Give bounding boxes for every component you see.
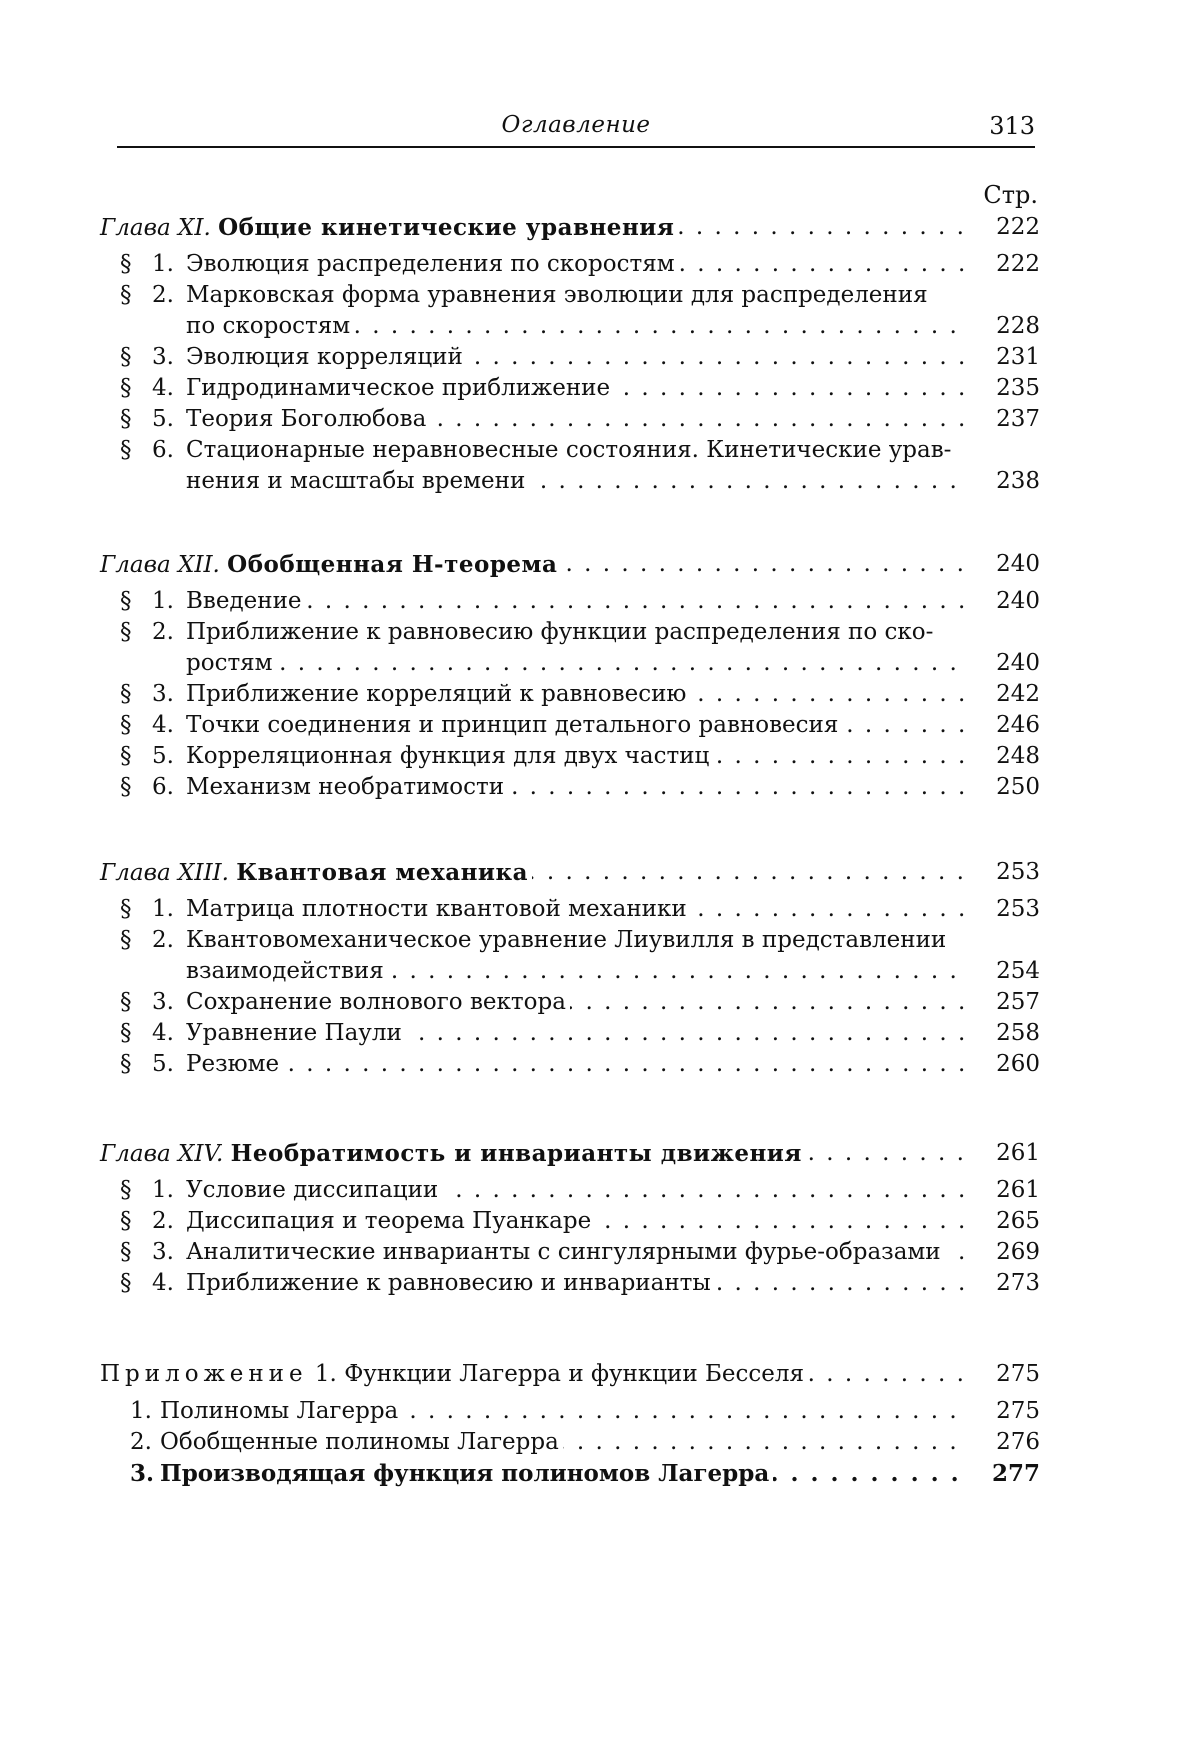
chapter-page: 240: [970, 549, 1040, 580]
section-page: 231: [970, 342, 1040, 373]
section-row: [100, 1237, 1040, 1268]
chapter-heading: [100, 212, 1040, 243]
section-title-line: Приближение к равновесию функции распределения по ско-: [186, 619, 934, 645]
section-mark: §: [120, 743, 132, 769]
section-number: 2.: [152, 282, 174, 308]
section-page: 222: [970, 249, 1040, 280]
section-text: [120, 1208, 595, 1234]
section-title-line: Гидродинамическое приближение: [186, 375, 611, 401]
chapter-page: 222: [970, 212, 1040, 243]
section-page: 254: [970, 956, 1040, 987]
chapter-block: [100, 857, 1040, 1080]
section-title-line: Уравнение Паули: [186, 1020, 402, 1046]
appendix-item: [100, 1427, 1040, 1458]
section-row: [100, 1175, 1040, 1206]
section-number: 5.: [152, 406, 174, 432]
section-title-line: по скоростям: [186, 313, 351, 339]
section-number: 3.: [152, 1239, 174, 1265]
section-text: [186, 958, 388, 984]
appendix-item-number: 1.: [130, 1398, 152, 1424]
section-row: [100, 586, 1040, 617]
appendix-heading: [100, 1359, 1040, 1390]
section-page: 250: [970, 772, 1040, 803]
section-mark: §: [120, 896, 132, 922]
section-text: [120, 1051, 283, 1077]
section-number: 6.: [152, 437, 174, 463]
section-text: [120, 743, 713, 769]
section-row: [100, 1018, 1040, 1049]
appendix-item-page: 277: [970, 1458, 1040, 1489]
section-row: [100, 373, 1040, 404]
section-page: 260: [970, 1049, 1040, 1080]
chapter-heading-text: [100, 860, 532, 886]
section-row: [100, 987, 1040, 1018]
section-mark: §: [120, 712, 132, 738]
section-row: [100, 404, 1040, 435]
chapter-heading-text: [100, 552, 561, 578]
section-row: [100, 280, 1040, 311]
appendix-number: 1.: [314, 1361, 337, 1387]
section-mark: §: [120, 927, 132, 953]
section-text: [120, 896, 691, 922]
section-title-line: Марковская форма уравнения эволюции для распределения: [186, 282, 928, 308]
section-title-line: ростям: [186, 650, 273, 676]
section-mark: §: [120, 588, 132, 614]
section-text: [120, 406, 430, 432]
section-row: [100, 956, 1040, 987]
section-row: [100, 617, 1040, 648]
chapter-block: [100, 212, 1040, 497]
section-page: 242: [970, 679, 1040, 710]
section-text: [120, 437, 955, 463]
section-page: 257: [970, 987, 1040, 1018]
section-row: [100, 311, 1040, 342]
section-page: 258: [970, 1018, 1040, 1049]
section-title-line: Матрица плотности квантовой механики: [186, 896, 687, 922]
section-mark: §: [120, 375, 132, 401]
section-mark: §: [120, 251, 132, 277]
section-number: 1.: [152, 1177, 174, 1203]
section-text: [120, 989, 570, 1015]
chapter-gap: [100, 1080, 1040, 1138]
section-mark: §: [120, 1239, 132, 1265]
chapter-heading-text: [100, 1141, 806, 1167]
section-mark: §: [120, 989, 132, 1015]
section-page: 235: [970, 373, 1040, 404]
section-mark: §: [120, 619, 132, 645]
appendix-item-number: 3.: [130, 1460, 155, 1487]
section-text: [120, 1270, 715, 1296]
section-page: 238: [970, 466, 1040, 497]
section-row: [100, 772, 1040, 803]
section-title-line: взаимодействия: [186, 958, 384, 984]
section-page: 261: [970, 1175, 1040, 1206]
chapter-block: [100, 1138, 1040, 1299]
section-text: [186, 313, 354, 339]
section-title-line: Сохранение волнового вектора: [186, 989, 566, 1015]
appendix-label: Приложение: [100, 1361, 308, 1387]
chapter-gap: [100, 497, 1040, 549]
section-row: [100, 894, 1040, 925]
section-mark: §: [120, 1020, 132, 1046]
section-text: [120, 588, 306, 614]
section-title-line: Эволюция корреляций: [186, 344, 463, 370]
chapter-block: [100, 549, 1040, 803]
section-number: 3.: [152, 344, 174, 370]
chapter-title: Общие кинетические уравнения: [218, 214, 675, 241]
section-number: 5.: [152, 743, 174, 769]
chapter-heading-text: [100, 215, 678, 241]
appendix-item: [100, 1396, 1040, 1427]
appendix-item-text: [130, 1429, 563, 1455]
section-row: [100, 1206, 1040, 1237]
section-number: 2.: [152, 927, 174, 953]
section-title-line: Аналитические инварианты с сингулярными фурье-образами: [186, 1239, 941, 1265]
appendix-item-title: Производящая функция полиномов Лагерра: [160, 1460, 770, 1487]
section-title-line: Резюме: [186, 1051, 280, 1077]
appendix-item-title: Полиномы Лагерра: [160, 1398, 399, 1424]
section-row: [100, 466, 1040, 497]
section-mark: §: [120, 681, 132, 707]
section-page: 228: [970, 311, 1040, 342]
running-title: Оглавление: [501, 112, 651, 138]
section-title-line: Корреляционная функция для двух частиц: [186, 743, 710, 769]
section-page: 273: [970, 1268, 1040, 1299]
section-number: 3.: [152, 989, 174, 1015]
chapter-label: Глава XIV.: [100, 1141, 224, 1167]
section-number: 4.: [152, 375, 174, 401]
chapter-heading: [100, 1138, 1040, 1169]
section-row: [100, 741, 1040, 772]
section-title-line: Механизм необратимости: [186, 774, 505, 800]
chapter-label: Глава XI.: [100, 215, 211, 241]
section-text: [120, 251, 679, 277]
section-page: 248: [970, 741, 1040, 772]
chapter-title: Квантовая механика: [236, 859, 528, 886]
section-number: 3.: [152, 681, 174, 707]
section-mark: §: [120, 437, 132, 463]
section-text: [120, 375, 614, 401]
section-page: 269: [970, 1237, 1040, 1268]
section-text: [120, 344, 467, 370]
section-number: 4.: [152, 1020, 174, 1046]
appendix-item: [100, 1458, 1040, 1489]
section-number: 1.: [152, 896, 174, 922]
section-mark: §: [120, 1208, 132, 1234]
chapter-page: 261: [970, 1138, 1040, 1169]
section-title-line: Условие диссипации: [186, 1177, 439, 1203]
section-row: [100, 679, 1040, 710]
section-mark: §: [120, 774, 132, 800]
section-text: [186, 468, 529, 494]
section-text: [120, 681, 690, 707]
section-text: [120, 1020, 406, 1046]
section-text: [120, 282, 932, 308]
section-number: 5.: [152, 1051, 174, 1077]
section-row: [100, 342, 1040, 373]
section-row: [100, 1268, 1040, 1299]
section-title-line: Стационарные неравновесные состояния. Кинетические урав-: [186, 437, 952, 463]
section-page: 237: [970, 404, 1040, 435]
appendix-item-text: [130, 1460, 773, 1487]
section-mark: §: [120, 344, 132, 370]
section-mark: §: [120, 282, 132, 308]
dot-leader: [186, 648, 964, 679]
section-page: 240: [970, 586, 1040, 617]
chapter-heading: [100, 549, 1040, 580]
section-row: [100, 435, 1040, 466]
section-row: [100, 1049, 1040, 1080]
page-number: 313: [989, 112, 1035, 140]
section-page: 246: [970, 710, 1040, 741]
section-mark: §: [120, 1177, 132, 1203]
chapter-label: Глава XIII.: [100, 860, 229, 886]
section-text: [120, 619, 937, 645]
section-mark: §: [120, 406, 132, 432]
page-column-label: Стр.: [983, 181, 1038, 209]
chapter-gap: [100, 803, 1040, 857]
section-text: [120, 1239, 945, 1265]
running-header: [117, 104, 1035, 148]
appendix-heading-text: [100, 1361, 808, 1387]
section-text: [186, 650, 277, 676]
chapter-heading: [100, 857, 1040, 888]
section-number: 2.: [152, 619, 174, 645]
chapter-page: 253: [970, 857, 1040, 888]
appendix-page: 275: [970, 1359, 1040, 1390]
section-number: 4.: [152, 1270, 174, 1296]
chapter-title: Обобщенная H-теорема: [227, 551, 558, 578]
section-row: [100, 648, 1040, 679]
section-number: 4.: [152, 712, 174, 738]
appendix-title: Функции Лагерра и функции Бесселя: [344, 1361, 804, 1387]
section-title-line: Введение: [186, 588, 302, 614]
chapter-gap: [100, 1299, 1040, 1359]
section-text: [120, 927, 950, 953]
table-of-contents: [100, 178, 1040, 1489]
section-title-line: Точки соединения и принцип детального равновесия: [186, 712, 839, 738]
section-number: 6.: [152, 774, 174, 800]
section-title-line: Диссипация и теорема Пуанкаре: [186, 1208, 592, 1234]
section-title-line: Квантовомеханическое уравнение Лиувилля в представлении: [186, 927, 947, 953]
section-title-line: Приближение корреляций к равновесию: [186, 681, 687, 707]
appendix-item-title: Обобщенные полиномы Лагерра: [160, 1429, 559, 1455]
section-text: [120, 774, 508, 800]
section-row: [100, 249, 1040, 280]
section-page: 253: [970, 894, 1040, 925]
section-title-line: Эволюция распределения по скоростям: [186, 251, 675, 277]
appendix-item-text: [130, 1398, 402, 1424]
section-title-line: Приближение к равновесию и инварианты: [186, 1270, 711, 1296]
appendix-item-page: 275: [970, 1396, 1040, 1427]
chapter-label: Глава XII.: [100, 552, 220, 578]
appendix-item-page: 276: [970, 1427, 1040, 1458]
section-title-line: Теория Боголюбова: [186, 406, 427, 432]
chapter-title: Необратимость и инварианты движения: [230, 1140, 802, 1167]
appendix-item-number: 2.: [130, 1429, 152, 1455]
section-mark: §: [120, 1051, 132, 1077]
section-text: [120, 712, 842, 738]
section-number: 1.: [152, 251, 174, 277]
section-page: 265: [970, 1206, 1040, 1237]
section-number: 2.: [152, 1208, 174, 1234]
section-row: [100, 710, 1040, 741]
section-text: [120, 1177, 442, 1203]
section-row: [100, 925, 1040, 956]
section-mark: §: [120, 1270, 132, 1296]
section-title-line: нения и масштабы времени: [186, 468, 526, 494]
section-page: 240: [970, 648, 1040, 679]
section-number: 1.: [152, 588, 174, 614]
toc-body: [100, 212, 1040, 1489]
